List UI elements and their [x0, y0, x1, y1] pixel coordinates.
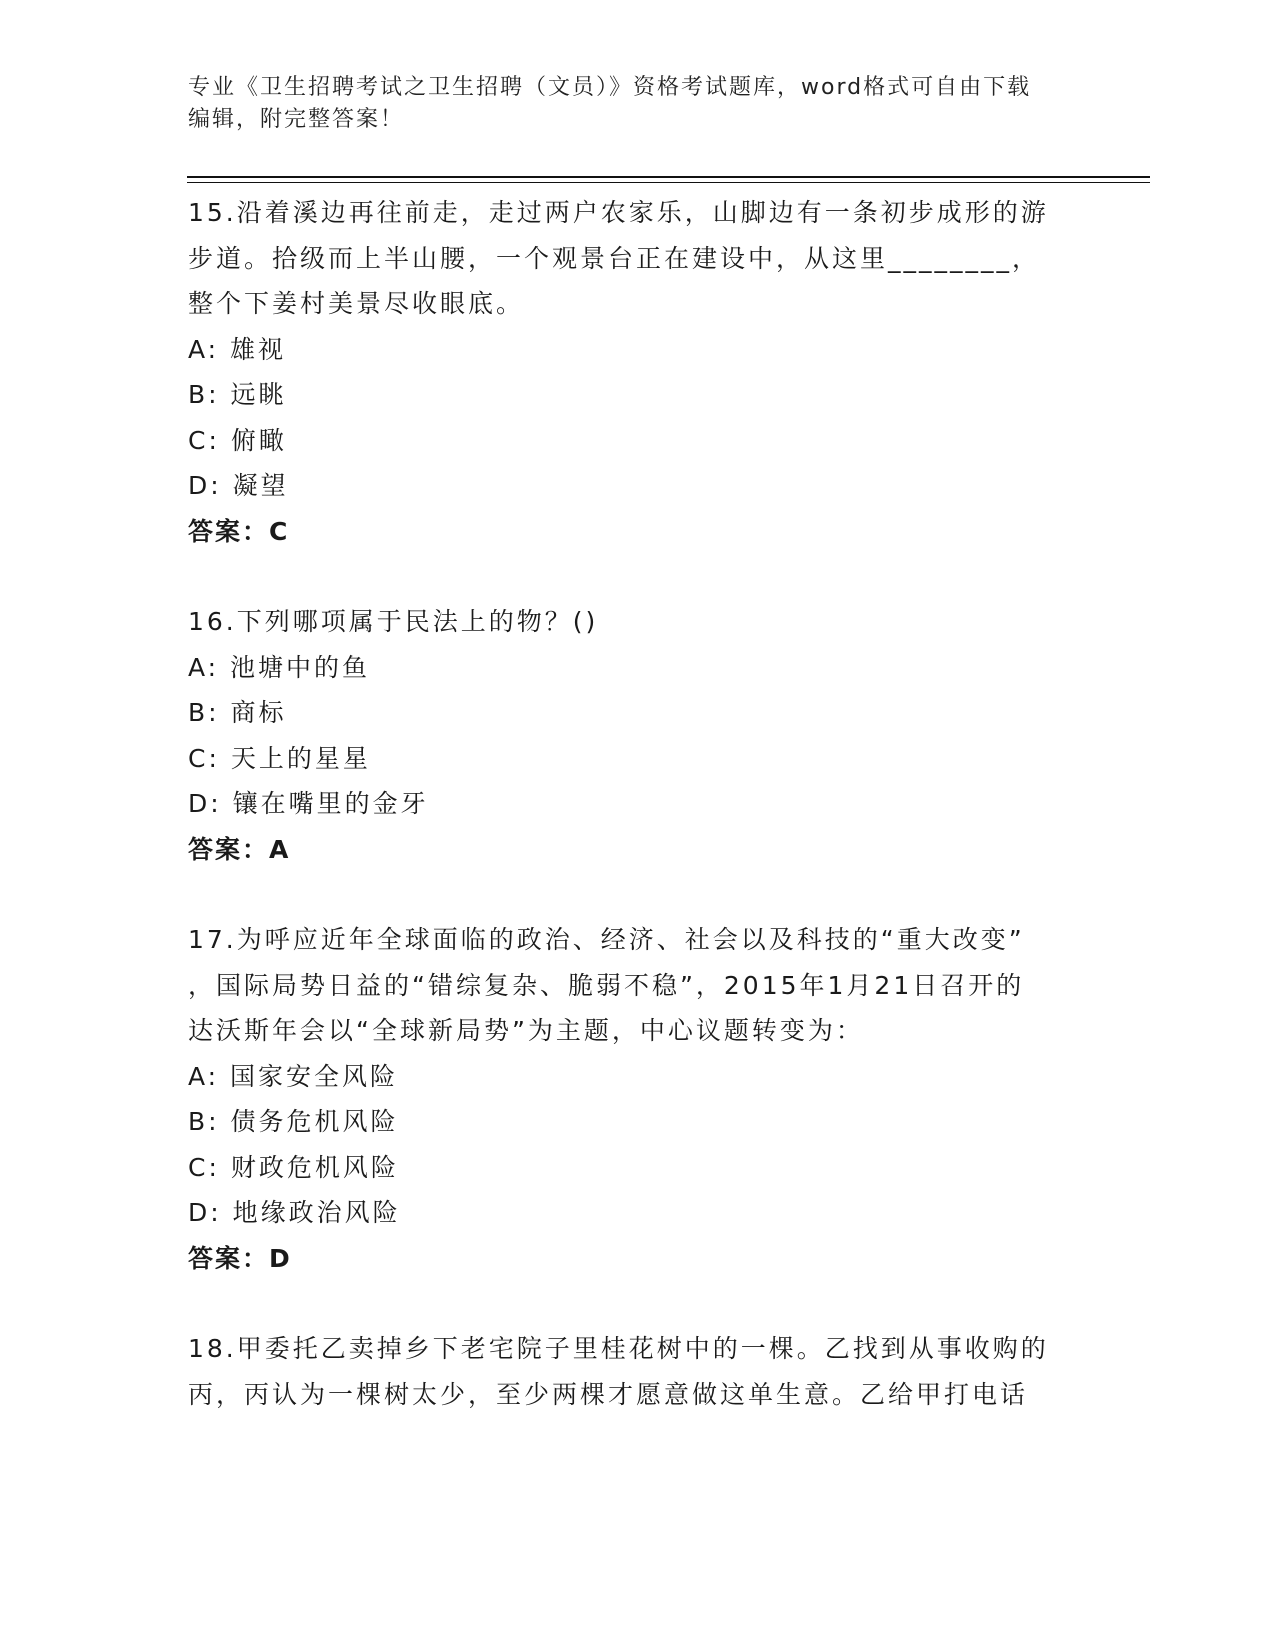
option-d: D: 地缘政治风险	[188, 1198, 401, 1227]
spacer	[188, 554, 1088, 599]
document-header	[188, 72, 1088, 136]
question-text-line: 整个下姜村美景尽收眼底。	[188, 289, 525, 318]
option-d: D: 凝望	[188, 471, 289, 500]
option-c: C: 天上的星星	[188, 743, 371, 773]
answer-label: 答案：A	[188, 834, 291, 864]
option-c: C: 俯瞰	[188, 425, 287, 455]
option-c: C: 财政危机风险	[188, 1152, 399, 1182]
option-a: A: 池塘中的鱼	[188, 652, 371, 682]
header-line-1: 专业《卫生招聘考试之卫生招聘（文员）》资格考试题库，word格式可自由下载	[188, 75, 1032, 100]
question-text-line: ，国际局势日益的“错综复杂、脆弱不稳”，2015年1月21日召开的	[188, 970, 1025, 1000]
question-list	[188, 190, 1088, 1417]
spacer	[188, 1281, 1088, 1326]
option-d: D: 镶在嘴里的金牙	[188, 789, 429, 818]
header-divider-thick	[187, 176, 1150, 178]
option-a: A: 国家安全风险	[188, 1061, 399, 1091]
option-b: B: 远眺	[188, 380, 287, 409]
option-b: B: 商标	[188, 698, 287, 727]
question-text-line: 步道。拾级而上半山腰，一个观景台正在建设中，从这里________，	[188, 243, 1041, 273]
question-text-line: 18.甲委托乙卖掉乡下老宅院子里桂花树中的一棵。乙找到从事收购的	[188, 1334, 1049, 1363]
option-b: B: 债务危机风险	[188, 1107, 399, 1136]
answer-label: 答案：D	[188, 1243, 292, 1273]
question-18	[188, 1326, 1088, 1417]
answer-label: 答案：C	[188, 516, 290, 546]
header-line-2: 编辑，附完整答案！	[188, 107, 405, 132]
question-text-line: 达沃斯年会以“全球新局势”为主题，中心议题转变为：	[188, 1016, 864, 1045]
question-text-line: 丙，丙认为一棵树太少，至少两棵才愿意做这单生意。乙给甲打电话	[188, 1379, 1029, 1409]
header-divider-thin	[187, 182, 1150, 183]
question-text-line: 17.为呼应近年全球面临的政治、经济、社会以及科技的“重大改变”	[188, 925, 1025, 954]
option-a: A: 雄视	[188, 334, 287, 364]
spacer	[188, 872, 1088, 917]
question-text-line: 15.沿着溪边再往前走，走过两户农家乐，山脚边有一条初步成形的游	[188, 198, 1049, 227]
question-17	[188, 917, 1088, 1281]
question-16	[188, 599, 1088, 872]
question-15	[188, 190, 1088, 554]
question-text-line: 16.下列哪项属于民法上的物？()	[188, 607, 599, 636]
